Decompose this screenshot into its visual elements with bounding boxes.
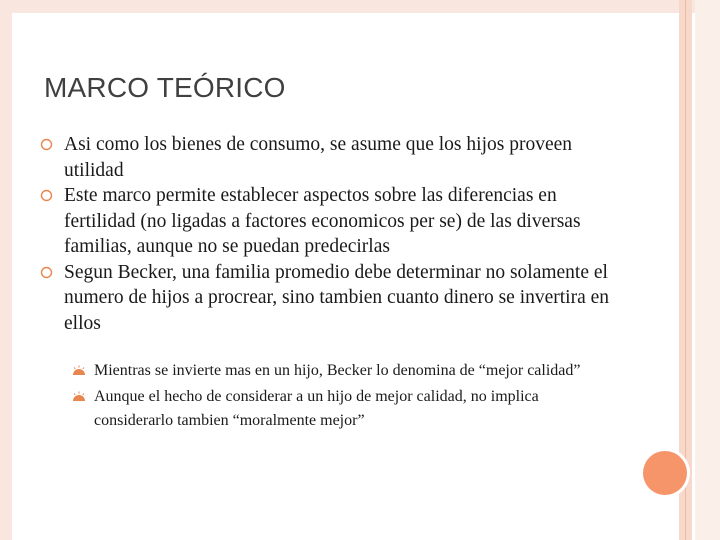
slide-title: MARCO TEÓRICO [44,72,286,103]
sub-bullet-item [72,385,612,433]
sub-bullet-text: Mientras se invierte mas en un hijo, Becker lo denomina de “mejor calidad” [94,362,581,379]
bullet-text: Este marco permite establecer aspectos sobre las diferencias en fertilidad (no ligadas a factores economicos per se) de las diversas familias, aunque no se puedan predecirlas [64,185,581,257]
bullet-text: Segun Becker, una familia promedio debe determinar no solamente el numero de hijos a procrear, sino tambien cuanto dinero se invertira en ellos [64,261,610,334]
ring-bullet-icon [40,189,53,202]
sun-bullet-icon [72,365,86,376]
slide-border-top [0,0,720,13]
bullet-list [40,132,630,336]
slide-border-left [0,0,12,540]
decorative-rail-edge [695,0,720,540]
bullet-item [40,260,630,337]
bullet-item [40,132,630,183]
sub-bullet-list [72,359,612,435]
bullet-item [40,183,630,260]
sub-bullet-text: Aunque el hecho de considerar a un hijo de mejor calidad, no implica considerarlo tambien “moralmente mejor” [94,388,539,429]
ring-bullet-icon [40,266,53,279]
bullet-text: Asi como los bienes de consumo, se asume que los hijos proveen utilidad [64,134,572,181]
decorative-circle [643,451,687,495]
sub-bullet-item [72,359,612,383]
sun-bullet-icon [72,391,86,402]
ring-bullet-icon [40,138,53,151]
